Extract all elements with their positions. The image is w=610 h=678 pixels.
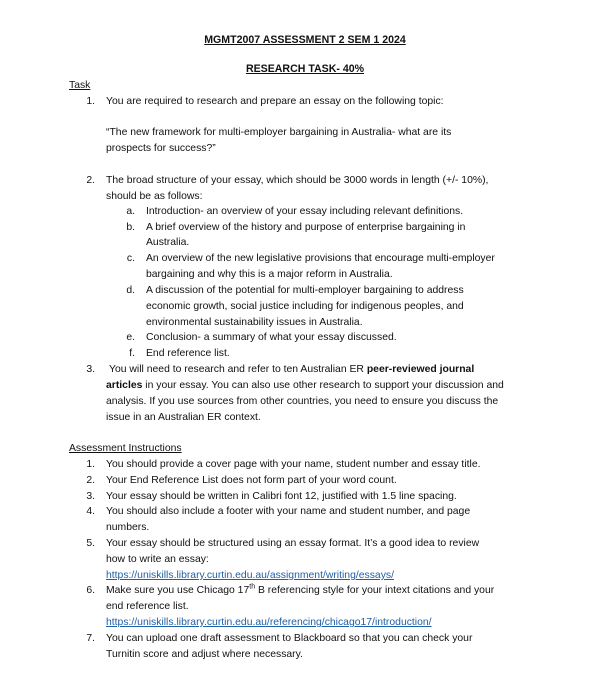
subitem-d-line-1: A discussion of the potential for multi-employer bargaining to address [146, 285, 464, 296]
subitem-b-line-2: Australia. [146, 237, 190, 248]
task-item-3-line-1: You will need to research and refer to ten Australian ER peer-reviewed journal [109, 364, 475, 375]
instruction-3-line-1: Your essay should be written in Calibri font 12, justified with 1.5 line spacing. [106, 491, 457, 502]
instruction-7-line-1: You can upload one draft assessment to Blackboard so that you can check your [106, 633, 473, 644]
subitem-d-line-3: environmental sustainability issues in Australia. [146, 317, 363, 328]
instruction-7-number: 7. [86, 633, 95, 644]
document-subtitle: RESEARCH TASK- 40% [245, 63, 365, 75]
task-topic-quote-line-2: prospects for success?” [106, 143, 216, 154]
task-item-2-line-1: The broad structure of your essay, which should be 3000 words in length (+/- 10%), [106, 175, 489, 186]
instruction-6-line-2: end reference list. [106, 601, 189, 612]
instruction-6-link-line [106, 616, 432, 629]
instruction-6-line-1: Make sure you use Chicago 17th B referencing style for your intext citations and your [106, 583, 495, 596]
instruction-7-line-2: Turnitin score and adjust where necessary. [106, 649, 303, 660]
instruction-2-line-1: Your End Reference List does not form part of your word count. [106, 475, 397, 486]
task-item-3-line-2: articles in your essay. You can also use other research to support your discussion and [106, 380, 504, 391]
instruction-3-number: 3. [86, 491, 95, 502]
instruction-5-line-2: how to write an essay: [106, 554, 209, 565]
essay-writing-link[interactable]: https://uniskills.library.curtin.edu.au/assignment/writing/essays/ [106, 570, 394, 581]
instruction-5-link-line [106, 569, 394, 582]
task-item-1-text: You are required to research and prepare an essay on the following topic: [106, 96, 444, 107]
task-item-3-line-3: analysis. If you use sources from other countries, you need to ensure you discuss the [106, 396, 499, 407]
subitem-c-line-1: An overview of the new legislative provisions that encourage multi-employer [146, 253, 495, 264]
task-heading: Task [69, 80, 91, 91]
subitem-f-letter: f. [129, 348, 135, 359]
instruction-4-line-2: numbers. [106, 522, 150, 533]
instruction-4-number: 4. [86, 506, 95, 517]
task-item-2-line-2: should be as follows: [106, 191, 203, 202]
chicago-referencing-link[interactable]: https://uniskills.library.curtin.edu.au/referencing/chicago17/introduction/ [106, 617, 432, 628]
subitem-e-line-1: Conclusion- a summary of what your essay discussed. [146, 332, 397, 343]
instructions-heading: Assessment Instructions [69, 443, 182, 454]
instruction-1-line-1: You should provide a cover page with your name, student number and essay title. [106, 459, 481, 470]
task-topic-quote-line-1: “The new framework for multi-employer bargaining in Australia- what are its [106, 127, 452, 138]
subitem-c-letter: c. [126, 253, 135, 264]
instruction-5-number: 5. [86, 538, 95, 549]
document-title: MGMT2007 ASSESSMENT 2 SEM 1 2024 [204, 34, 406, 46]
task-item-2-number: 2. [86, 175, 95, 186]
task-item-1-number: 1. [86, 96, 95, 107]
subitem-d-line-2: economic growth, social justice including for indigenous peoples, and [146, 301, 464, 312]
instruction-4-line-1: You should also include a footer with your name and student number, and page [106, 506, 471, 517]
subitem-d-letter: d. [126, 285, 135, 296]
task-item-3-line-4: issue in an Australian ER context. [106, 412, 261, 423]
subitem-f-line-1: End reference list. [146, 348, 230, 359]
instruction-6-number: 6. [86, 585, 95, 596]
task-item-3-number: 3. [86, 364, 95, 375]
subitem-b-letter: b. [126, 222, 135, 233]
subitem-e-letter: e. [126, 332, 135, 343]
instruction-2-number: 2. [86, 475, 95, 486]
subitem-a-letter: a. [126, 206, 135, 217]
instruction-5-line-1: Your essay should be structured using an essay format. It’s a good idea to review [106, 538, 480, 549]
subitem-c-line-2: bargaining and why this is a major reform in Australia. [146, 269, 393, 280]
subitem-b-line-1: A brief overview of the history and purpose of enterprise bargaining in [146, 222, 466, 233]
instruction-1-number: 1. [86, 459, 95, 470]
subitem-a-line-1: Introduction- an overview of your essay including relevant definitions. [146, 206, 464, 217]
